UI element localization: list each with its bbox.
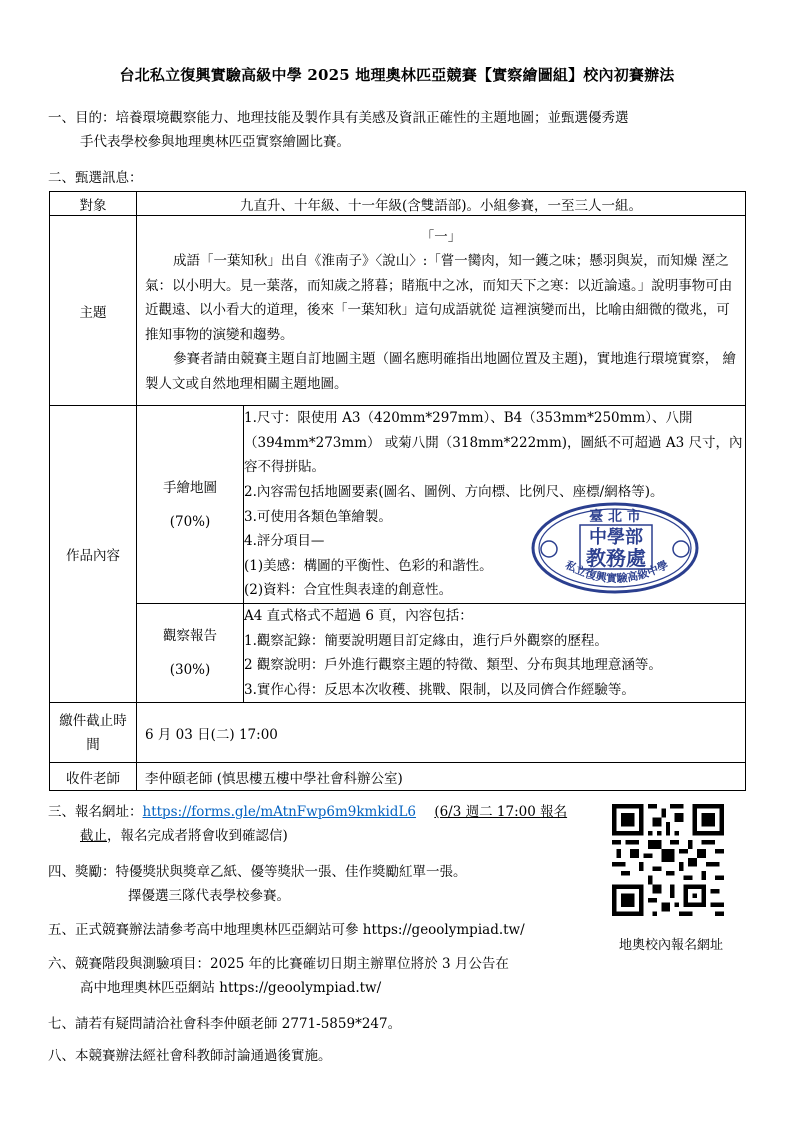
theme-paragraph-2: 參賽者請由競賽主題自訂地圖主題（圖名應明確指出地圖位置及主題)，實地進行環境實察， 繪製人文或自然地理相關主題地圖。 — [145, 351, 737, 392]
stamp-mid1-text: 中學部 — [589, 527, 643, 548]
awards-line-1: 四、獎勵：特優獎狀與獎章乙紙、優等獎狀一張、佳作獎勵紅單一張。 — [48, 864, 467, 880]
registration-close-word: 截止 — [80, 828, 107, 844]
section-purpose — [48, 106, 748, 154]
report-percent: (30%) — [169, 662, 211, 679]
report-line: 2 觀察說明：戶外進行觀察主題的特徵、類型、分布與其地理意涵等。 — [244, 657, 662, 674]
section-official-rules: 五、正式競賽辦法請參考高中地理奧林匹亞網站可參 https://geoolympiad.tw/ — [48, 922, 525, 938]
theme-content — [137, 216, 746, 406]
hand-line: 1.尺寸：限使用 A3（420mm*297mm）、B4（353mm*250mm）、八開（394mm*273mm） 或菊八開（318mm*222mm)，圖紙不可超過 A3 尺寸，內容不得拼貼。 — [244, 410, 743, 476]
hand-map-percent: (70%) — [169, 513, 211, 530]
row-work-report — [50, 604, 746, 703]
section-schedule — [48, 952, 608, 1000]
deadline-label: 繳件截止時間 — [50, 703, 137, 763]
hand-line: 3.可使用各類色筆繪製。 — [244, 508, 392, 525]
stamp-arc-text: 私立復興實驗高級中學 — [563, 558, 671, 586]
purpose-line-2: 手代表學校參與地理奧林匹亞實察繪圖比賽。 — [80, 134, 350, 150]
work-label: 作品內容 — [50, 406, 137, 703]
hand-line: 2.內容需包括地圖要素(圖名、圖例、方向標、比例尺、座標/網格等)。 — [244, 483, 664, 500]
deadline-value: 6 月 03 日(二) 17:00 — [137, 703, 746, 763]
hand-map-cell — [137, 406, 244, 604]
section-registration — [48, 800, 588, 848]
hand-line: (2)資料：合宜性與表達的創意性。 — [244, 582, 453, 599]
report-line: 1.觀察記錄：簡要說明題目訂定緣由，進行戶外觀察的歷程。 — [244, 632, 608, 649]
awards-line-2: 擇優選三隊代表學校參賽。 — [128, 888, 290, 904]
page-title: 台北私立復興實驗高級中學 2025 地理奧林匹亞競賽【實察繪圖組】校內初賽辦法 — [119, 66, 675, 84]
row-target — [50, 192, 746, 216]
report-label: 觀察報告 — [163, 628, 217, 645]
report-cell — [137, 604, 244, 703]
hand-line: 4.評分項目— — [244, 533, 325, 550]
school-seal-stamp — [530, 501, 700, 595]
section-contact: 七、請若有疑問請洽社會科李仲頤老師 2771-5859*247。 — [48, 1016, 402, 1032]
row-deadline — [50, 703, 746, 763]
selection-table — [49, 191, 746, 791]
stamp-mid2-text: 教務處 — [586, 546, 646, 570]
teacher-value: 李仲頤老師 (慎思樓五樓中學社會科辦公室) — [137, 763, 746, 791]
section-awards — [48, 860, 588, 908]
theme-paragraph-1: 成語「一葉知秋」出自《淮南子》〈說山〉:「嘗一臠肉，知一鑊之味；懸羽與炭，而知燥 溼之氣：以小明大。見一葉落，而知歲之將暮；睹瓶中之冰，而知天下之寒：以近論遠。」說明事物可由近觀遠、以小看大的道理，後來「一葉知秋」這句成語就從 這裡演變而出，比喻由細微的徵兆，可推知事物的演變和趨勢。 — [145, 253, 733, 343]
hand-line: (1)美感：構圖的平衡性、色彩的和諧性。 — [244, 557, 493, 574]
registration-note: ，報名完成者將會收到確認信) — [107, 828, 288, 844]
theme-label: 主題 — [50, 216, 137, 406]
stamp-emblem-right-icon — [673, 541, 689, 557]
schedule-line-2: 高中地理奧林匹亞網站 https://geoolympiad.tw/ — [80, 980, 382, 996]
theme-heading: 「一」 — [420, 228, 462, 245]
section-implementation: 八、本競賽辦法經社會科教師討論通過後實施。 — [48, 1048, 332, 1064]
report-line: A4 直式格式不超過 6 頁，內容包括： — [244, 608, 473, 624]
schedule-line-1: 六、競賽階段與測驗項目：2025 年的比賽確切日期主辦單位將於 3 月公告在 — [48, 956, 509, 972]
row-teacher — [50, 763, 746, 791]
registration-prefix: 三、報名網址： — [48, 804, 143, 820]
registration-qr-code[interactable] — [612, 804, 724, 916]
section-selection-heading: 二、甄選訊息： — [48, 170, 143, 186]
purpose-line-1: 一、目的：培養環境觀察能力、地理技能及製作具有美感及資訊正確性的主題地圖；並甄選優秀選 — [48, 110, 629, 126]
hand-map-label: 手繪地圖 — [163, 479, 217, 496]
qr-caption: 地奧校內報名網址 — [618, 938, 723, 953]
stamp-top-text: 臺 北 市 — [589, 509, 641, 525]
registration-deadline: (6/3 週二 17:00 報名 — [434, 804, 568, 820]
registration-link[interactable]: https://forms.gle/mAtnFwp6m9kmkidL6 — [142, 804, 417, 820]
row-theme — [50, 216, 746, 406]
report-requirements — [244, 604, 746, 703]
report-line: 3.實作心得：反思本次收穫、挑戰、限制，以及同儕合作經驗等。 — [244, 681, 635, 698]
target-label: 對象 — [50, 192, 137, 216]
teacher-label: 收件老師 — [50, 763, 137, 791]
stamp-emblem-left-icon — [541, 541, 557, 557]
target-value: 九直升、十年級、十一年級(含雙語部)。小組參賽，一至三人一組。 — [137, 192, 746, 216]
